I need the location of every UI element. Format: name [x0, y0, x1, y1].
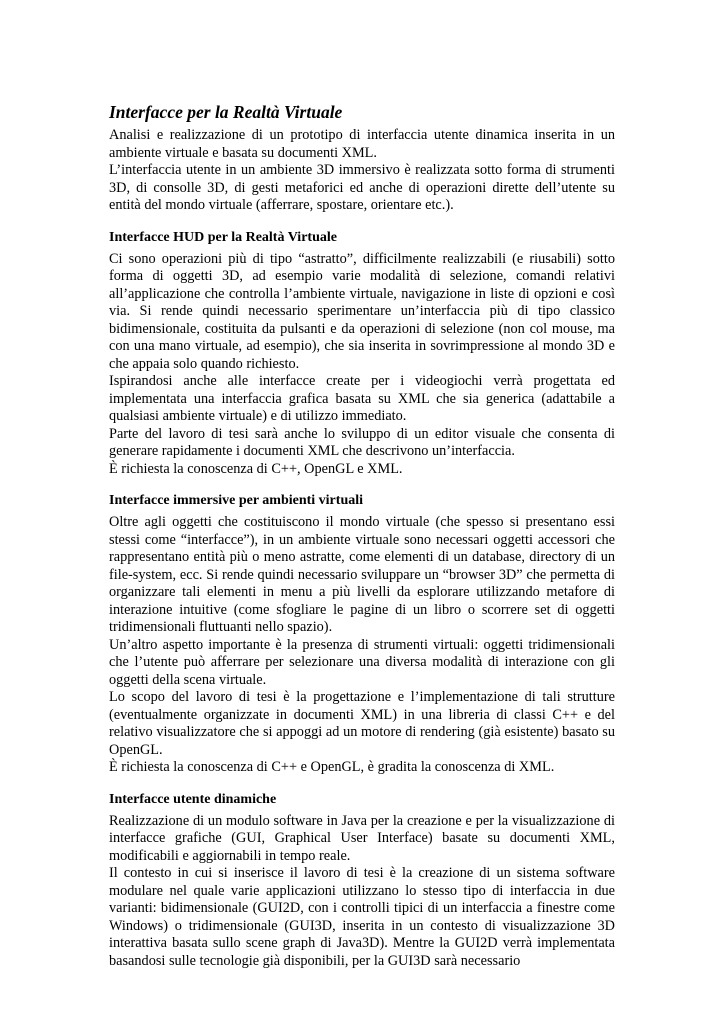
- section-heading-immersive: Interfacce immersive per ambienti virtuali: [109, 493, 364, 508]
- section-paragraph: Il contesto in cui si inserisce il lavoro di tesi è la creazione di un sistema software modulare nel quale varie applicazioni utilizzano lo stesso tipo di interfaccia in due varianti: bidimensionale (GUI2D, con i controlli tipici di un interfaccia a finestre come Windows) o tridimensionale (GUI3D, inserita in un contesto di visualizzazione 3D interattiva basata sullo scene graph di Java3D). Mentre la GUI2D verrà implementata basandosi sulle tecnologie già disponibili, per la GUI3D sarà necessario: [109, 865, 615, 969]
- document-body: [109, 101, 615, 970]
- intro-paragraph: L’interfaccia utente in un ambiente 3D immersivo è realizzata sotto forma di strumenti 3D, di consolle 3D, di gesti metaforici ed anche di operazioni dirette dell’utente su entità del mondo virtuale (afferrare, spostare, orientare etc.).: [109, 162, 615, 213]
- section-paragraph: Lo scopo del lavoro di tesi è la progettazione e l’implementazione di tali strutture (eventualmente organizzate in documenti XML) in una libreria di classi C++ e del relativo visualizzatore che si appoggi ad un motore di rendering (già esistente) basato su OpenGL.: [109, 689, 615, 758]
- section-paragraph: È richiesta la conoscenza di C++ e OpenGL, è gradita la conoscenza di XML.: [109, 759, 555, 775]
- intro-paragraph: Analisi e realizzazione di un prototipo di interfaccia utente dinamica inserita in un ambiente virtuale e basata su documenti XML.: [109, 127, 615, 161]
- section-heading-dynamic: Interfacce utente dinamiche: [109, 791, 277, 807]
- section-paragraph: Ci sono operazioni più di tipo “astratto”, difficilmente realizzabili (e riusabili) sotto forma di oggetti 3D, ad esempio varie modalità di selezione, comandi relativi all’applicazione che controlla l’ambiente virtuale, navigazione in liste di opzioni e così via. Si rende quindi necessario sperimentare un’interfaccia più di tipo classico bidimensionale, costituita da pulsanti e da operazioni di selezione (non col mouse, ma con una mano virtuale, ad esempio), che sia inserita in sovrimpressione al mondo 3D e che appaia solo quando richiesto.: [109, 250, 615, 372]
- section-paragraph: Parte del lavoro di tesi sarà anche lo sviluppo di un editor visuale che consenta di generare rapidamente i documenti XML che descrivono un’interfaccia.: [109, 425, 615, 459]
- section-heading-hud: Interfacce HUD per la Realtà Virtuale: [109, 229, 337, 245]
- section-paragraph: Ispirandosi anche alle interfacce create per i videogiochi verrà progettata ed implementata una interfaccia grafica basata su XML che sia generica (adattabile a qualsiasi ambiente virtuale) e di utilizzo immediato.: [109, 373, 615, 424]
- section-paragraph: È richiesta la conoscenza di C++, OpenGL e XML.: [109, 460, 403, 477]
- section-paragraph: Realizzazione di un modulo software in Java per la creazione e per la visualizzazione di interfacce grafiche (GUI, Graphical User Interface) basate su documenti XML, modificabili e aggiornabili in tempo reale.: [109, 812, 615, 864]
- document-title: Interfacce per la Realtà Virtuale: [109, 102, 343, 122]
- section-paragraph: Un’altro aspetto importante è la presenza di strumenti virtuali: oggetti tridimensionali che l’utente può afferrare per selezionare una diversa modalità di interazione con gli oggetti della scena virtuale.: [109, 636, 615, 688]
- section-paragraph: Oltre agli oggetti che costituiscono il mondo virtuale (che spesso si presentano essi stessi come “interfacce”), in un ambiente virtuale sono necessari oggetti accessori che rappresentano entità più o meno astratte, come elementi di un database, directory di un file-system, ecc. Si rende quindi necessario sviluppare un “browser 3D” che permetta di organizzare tali elementi in menu a più livelli da esplorare utilizzando metafore di interazione intuitive (come sfogliare le pagine di un libro o scorrere set di oggetti tridimensionali fluttuanti nello spazio).: [109, 514, 615, 635]
